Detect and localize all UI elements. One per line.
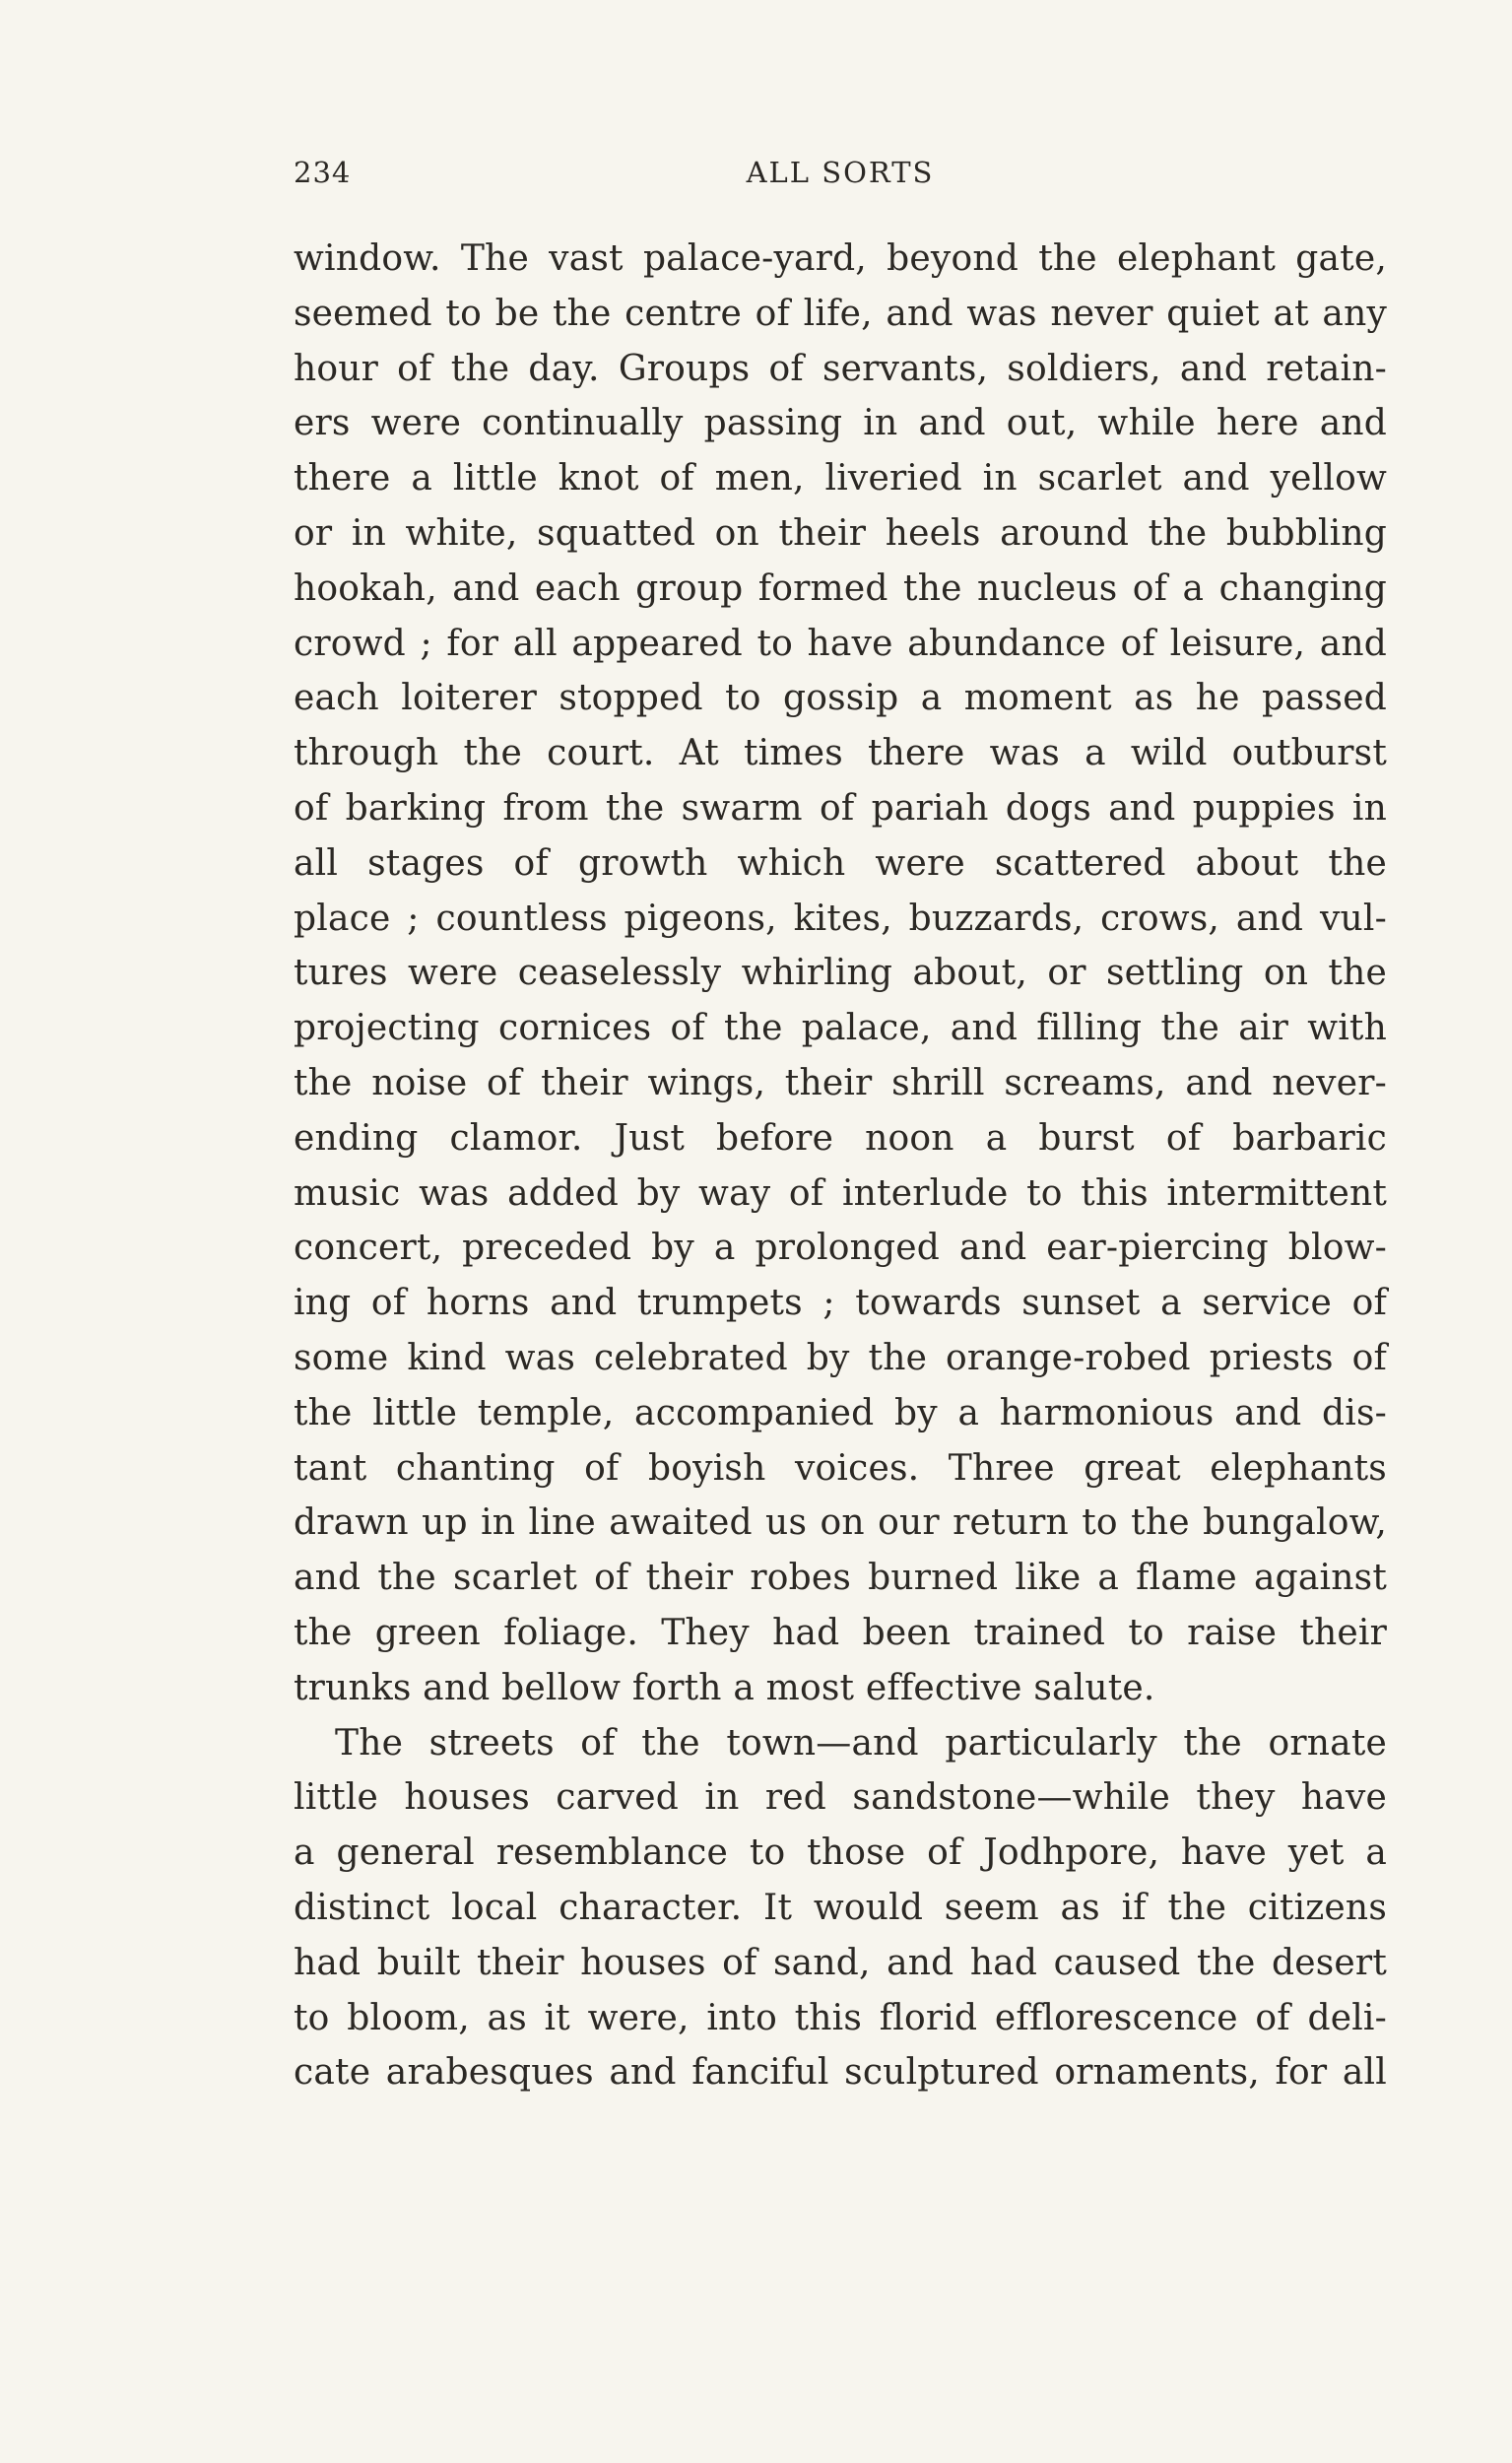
text-line: hookah, and each group formed the nucleus of a changing	[294, 567, 1387, 609]
text-line: crowd ; for all appeared to have abundance of leisure, and	[294, 623, 1387, 664]
text-line: a general resemblance to those of Jodhpore, have yet a	[294, 1832, 1387, 1874]
text-line: or in white, squatted on their heels around the bubbling	[294, 512, 1387, 554]
body-text	[294, 232, 1387, 2100]
text-line: all stages of growth which were scattered about the	[294, 842, 1387, 884]
running-head	[294, 156, 1387, 195]
paragraph-start-line: The streets of the town—and particularly the ornate	[335, 1722, 1387, 1764]
text-line: drawn up in line awaited us on our return to the bungalow,	[294, 1502, 1387, 1544]
text-line: hour of the day. Groups of servants, soldiers, and retain-	[294, 348, 1387, 389]
text-line: distinct local character. It would seem as if the citizens	[294, 1887, 1387, 1928]
text-line: music was added by way of interlude to this intermittent	[294, 1172, 1387, 1214]
text-line: projecting cornices of the palace, and filling the air with	[294, 1008, 1387, 1049]
text-line: had built their houses of sand, and had caused the desert	[294, 1942, 1387, 1983]
text-line: ending clamor. Just before noon a burst of barbaric	[294, 1117, 1387, 1159]
text-line: little houses carved in red sandstone—while they have	[294, 1777, 1387, 1819]
text-line: window. The vast palace-yard, beyond the elephant gate,	[294, 238, 1387, 279]
text-line: place ; countless pigeons, kites, buzzards, crows, and vul-	[294, 898, 1387, 939]
text-line: the noise of their wings, their shrill screams, and never-	[294, 1062, 1387, 1103]
paragraph-end-line: trunks and bellow forth a most effective salute.	[294, 1667, 1155, 1708]
text-line: tant chanting of boyish voices. Three great elephants	[294, 1447, 1387, 1489]
text-line: ers were continually passing in and out, while here and	[294, 403, 1387, 444]
text-line: there a little knot of men, liveried in scarlet and yellow	[294, 458, 1387, 499]
text-line: seemed to be the centre of life, and was never quiet at any	[294, 293, 1387, 334]
text-line: tures were ceaselessly whirling about, or settling on the	[294, 953, 1387, 994]
page-number: 234	[294, 156, 352, 189]
running-title: ALL SORTS	[746, 156, 935, 189]
text-line: cate arabesques and fanciful sculptured ornaments, for all	[294, 2052, 1387, 2094]
text-line: ing of horns and trumpets ; towards sunset a service of	[294, 1283, 1387, 1324]
text-line: each loiterer stopped to gossip a moment as he passed	[294, 678, 1387, 719]
text-line: through the court. At times there was a wild outburst	[294, 733, 1387, 774]
text-line: and the scarlet of their robes burned like a flame against	[294, 1558, 1387, 1599]
text-line: the green foliage. They had been trained to raise their	[294, 1612, 1387, 1653]
text-line: the little temple, accompanied by a harmonious and dis-	[294, 1392, 1387, 1433]
text-line: to bloom, as it were, into this florid efflorescence of deli-	[294, 1997, 1387, 2038]
text-line: some kind was celebrated by the orange-robed priests of	[294, 1337, 1387, 1378]
text-line: concert, preceded by a prolonged and ear-piercing blow-	[294, 1228, 1387, 1269]
text-line: of barking from the swarm of pariah dogs and puppies in	[294, 787, 1387, 829]
